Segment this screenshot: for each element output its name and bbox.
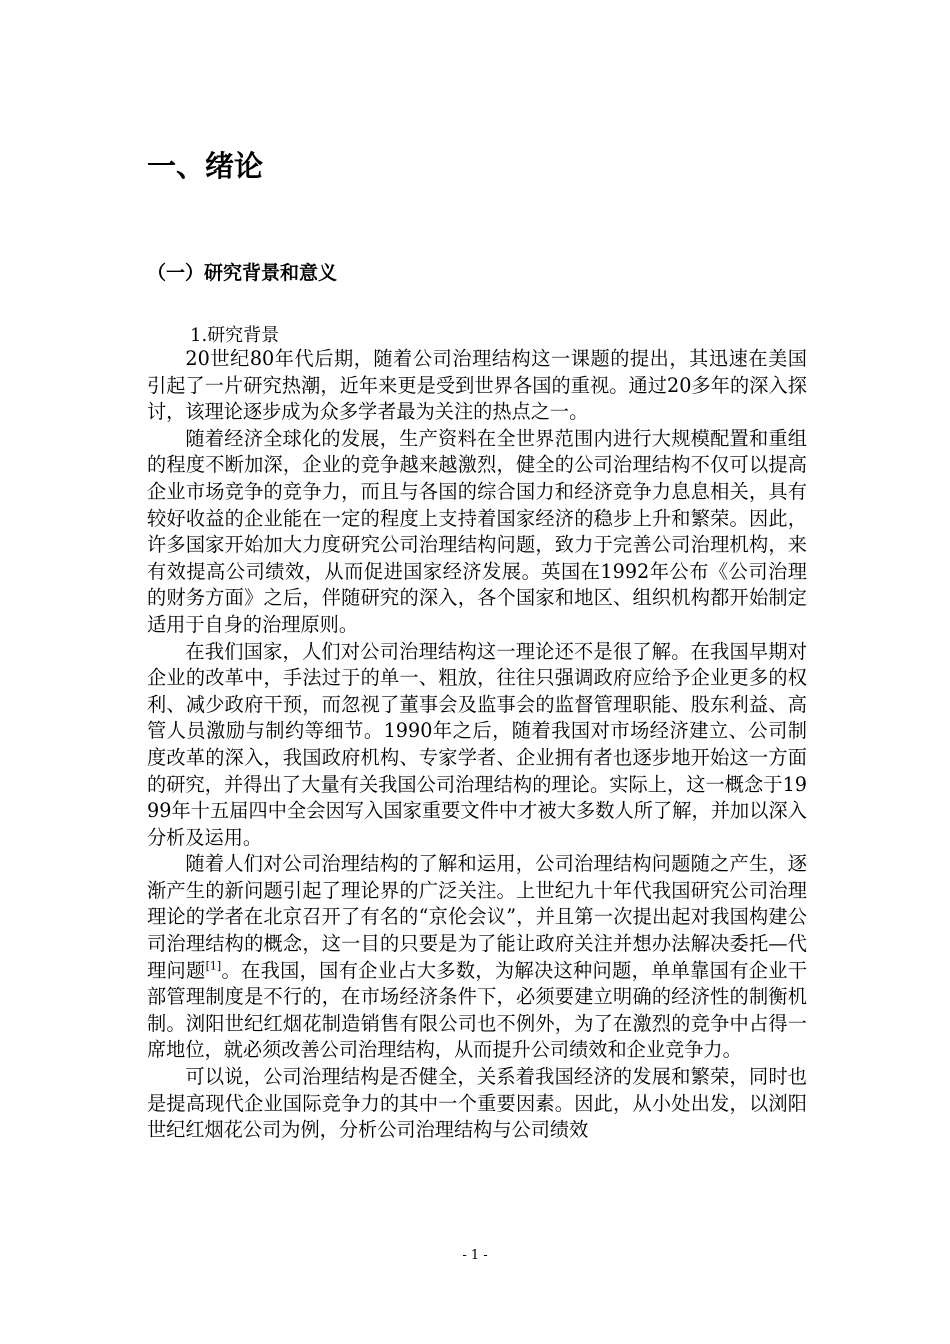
paragraph-4-text-a: 随着人们对公司治理结构的了解和运用，公司治理结构问题随之产生，逐渐产生的新问题引起了理论界的广泛关注。上世纪九十年代我国研究公司治理理论的学者在北京召开了有名的“京伦会议”，并且第一次提出起对我国构建公司治理结构的概念，这一目的只要是为了能让政府关注并想办法解决委托—代理问题 — [147, 852, 807, 982]
subsection-heading: 1.研究背景 — [190, 325, 280, 346]
section-heading: （一）研究背景和意义 — [147, 262, 338, 284]
citation-ref[interactable]: [1] — [205, 959, 222, 973]
chapter-heading: 一、绪论 — [147, 149, 264, 183]
paragraph-3: 在我们国家，人们对公司治理结构这一理论还不是很了解。在我国早期对企业的改革中，手法过于的单一、粗放，往往只强调政府应给予企业更多的权利、减少政府干预，而忽视了董事会及监事会的监督管理职能、股东利益、高管人员激励与制约等细节。1990年之后，随着我国对市场经济建立、公司制度改革的深入，我国政府机构、专家学者、企业拥有者也逐步地开始这一方面的研究，并得出了大量有关我国公司治理结构的理论。实际上，这一概念于1999年十五届四中全会因写入国家重要文件中才被大多数人所了解，并加以深入分析及运用。 — [147, 639, 807, 849]
paragraph-4 — [147, 851, 807, 1064]
body-text — [147, 346, 807, 1144]
page-number: - 1 - — [462, 1248, 488, 1263]
paragraph-5: 可以说，公司治理结构是否健全，关系着我国经济的发展和繁荣，同时也是提高现代企业国际竞争力的其中一个重要因素。因此，从小处出发，以浏阳世纪红烟花公司为例，分析公司治理结构与公司绩效 — [147, 1065, 807, 1142]
paragraph-4-text-b: 。在我国，国有企业占大多数，为解决这种问题，单单靠国有企业干部管理制度是不行的，在市场经济条件下，必须要建立明确的经济性的制衡机制。浏阳世纪红烟花制造销售有限公司也不例外，为了在激烈的竞争中占得一席地位，就必须改善公司治理结构，从而提升公司绩效和企业竞争力。 — [147, 958, 808, 1062]
paragraph-2: 随着经济全球化的发展，生产资料在全世界范围内进行大规模配置和重组的程度不断加深，企业的竞争越来越激烈，健全的公司治理结构不仅可以提高企业市场竞争的竞争力，而且与各国的综合国力和经济竞争力息息相关，具有较好收益的企业能在一定的程度上支持着国家经济的稳步上升和繁荣。因此，许多国家开始加大力度研究公司治理结构问题，致力于完善公司治理机构，来有效提高公司绩效，从而促进国家经济发展。英国在1992年公布《公司治理的财务方面》之后，伴随研究的深入，各个国家和地区、组织机构都开始制定适用于自身的治理原则。 — [147, 426, 807, 636]
paragraph-1: 20世纪80年代后期，随着公司治理结构这一课题的提出，其迅速在美国引起了一片研究热潮，近年来更是受到世界各国的重视。通过20多年的深入探讨，该理论逐步成为众多学者最为关注的热点之一。 — [147, 347, 807, 424]
